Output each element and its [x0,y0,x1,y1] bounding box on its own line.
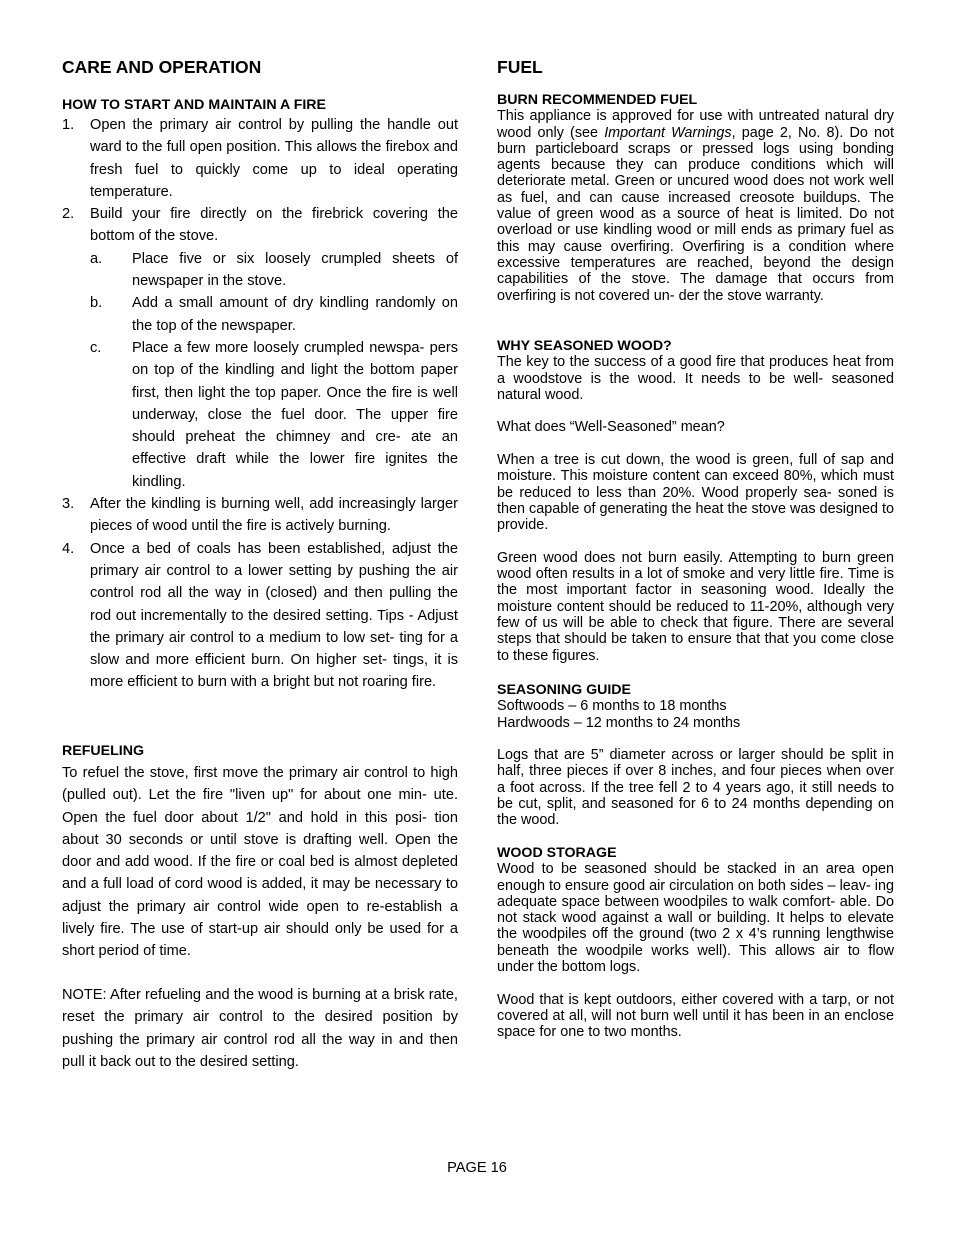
seasoned-paragraph-2: When a tree is cut down, the wood is green, full of sap and moisture. This moisture content can exceed 80%, which must be reduced to less than 20%. Wood properly sea- soned is then capable of generating the heat the stove was designed to provide. [497,452,894,534]
wood-storage-section [497,845,894,1041]
seasoning-guide-section [497,682,894,829]
fire-steps-list-continued [62,493,458,694]
burn-fuel-text-end: , page 2, No. 8). Do not burn particleboard scraps or pressed logs using bonding agents because they can produce conditions which will deteriorate metal. Green or uncured wood does not work well as fuel, and can cause increased creosote buildups. The value of green wood as a source of heat is limited. Do not overload or use kindling wood or mill ends as primary fuel as this may cause overfiring. Overfiring is a condition where excessive temperatures are reached, beyond the design capabilities of the stove. The damage that occurs from overfiring is not covered un- der the stove warranty. [497,124,894,304]
section-title-care: CARE AND OPERATION [62,57,262,77]
important-warnings-reference: Important Warnings [604,124,732,141]
step-number: 1. [62,117,75,133]
list-item [62,203,458,248]
seasoned-wood-section [497,338,894,664]
refueling-text: To refuel the stove, first move the primary air control to high (pulled out). Let the fire "liven up" for about one min- ute. Open the fuel door about 1/2" and hold in this posi- tion about 30 seconds or until stove is drafting well. Open the door and add wood. If the fire or coal bed is almost depleted and a full load of cord wood is added, it may be necessary to adjust the primary air control wide open to re-establish a lively fire. The use of start-up air should only be used for a short period of time. [62,765,458,960]
step-number: 2. [62,206,75,223]
seasoned-wood-heading: WHY SEASONED WOOD? [497,338,672,354]
step-text: After the kindling is burning well, add increasingly larger pieces of wood until the fire is actively burning. [90,496,458,535]
step-number: 3. [62,496,75,513]
substep-letter: b. [90,295,103,312]
seasoned-paragraph-3: Green wood does not burn easily. Attempting to burn green wood often results in a lot of smoke and very little fire. Time is the most important factor in seasoning wood. Ideally the moisture content should be reduced to 11-20%, although very few of us will be able to check that figure. There are several steps that should be taken to ensure that that you come close to these figures. [497,549,894,664]
refueling-note [62,984,458,1073]
burn-fuel-text [497,108,894,304]
fire-section [62,96,458,694]
burn-fuel-heading: BURN RECOMMENDED FUEL [497,92,698,108]
substep-text: Add a small amount of dry kindling randomly on the top of the newspaper. [132,295,458,334]
list-item [62,337,458,493]
page-number: PAGE 16 [447,1160,507,1176]
storage-paragraph-1: Wood to be seasoned should be stacked in an area open enough to ensure good air circulation on both sides – leav- ing adequate space between woodpiles to walk comfort- able. Do not stack wood against a wall or building. It helps to elevate the woodpiles off the ground (two 2 x 4’s running lengthwise beneath the woodpile works well). This allows air to flow under the bottom logs. [497,861,894,976]
substep-letter: a. [90,250,103,267]
fire-steps-list [62,114,458,248]
list-item [62,248,458,293]
fire-substeps-list [62,248,458,493]
section-title-fuel: FUEL [497,57,543,77]
burn-fuel-section [497,92,894,304]
split-logs-paragraph: Logs that are 5” diameter across or larger should be split in half, three pieces if over 8 inches, and four pieces when over a foot across. If the tree fell 2 to 4 years ago, it still needs to be cut, split, and seasoned for 6 to 24 months depending on the wood. [497,747,894,829]
step-number: 4. [62,540,75,557]
refueling-section [62,742,458,963]
wood-storage-heading: WOOD STORAGE [497,845,617,861]
fire-heading: HOW TO START AND MAINTAIN A FIRE [62,97,327,113]
step-text: Once a bed of coals has been established, adjust the primary air control to a lower setting by pushing the air control rod all the way in (closed) and then pulling the rod out incrementally to the desired setting. Tips - Adjust the primary air control to a medium to low set- ting for a slow and more efficient burn. On higher set- tings, it is more efficient to burn with a bright but not roaring fire. [90,540,458,691]
step-text: Build your fire directly on the firebrick covering the bottom of the stove. [90,206,458,245]
refueling-heading: REFUELING [62,743,144,759]
list-item [62,493,458,538]
step-text: Open the primary air control by pulling the handle out ward to the full open position. This allows the firebox and fresh fuel to quickly come up to ideal operating temperature. [90,117,458,200]
seasoned-paragraph-1: The key to the success of a good fire that produces heat from a woodstove is the wood. It needs to be well- seasoned natural wood. [497,354,894,403]
burn-fuel-text-start: This appliance is approved for use with untreated natural dry wood only (see [497,108,894,141]
substep-text: Place five or six loosely crumpled sheets of newspaper in the stove. [132,250,458,290]
list-item [62,538,458,694]
seasoned-question: What does “Well-Seasoned” mean? [497,419,725,436]
storage-paragraph-2: Wood that is kept outdoors, either covered with a tarp, or not covered at all, will not burn well until it has been in an enclose space for one to two months. [497,991,894,1041]
seasoning-guide-heading: SEASONING GUIDE [497,682,632,698]
substep-letter: c. [90,339,102,356]
substep-text: Place a few more loosely crumpled newspa- pers on top of the kindling and light the bottom paper first, then light the top paper. Once the fire is well underway, close the fuel door. The upper fire should preheat the chimney and cre- ate an effective draft while the lower fire ignites the kindling. [132,339,458,490]
softwoods-line: Softwoods – 6 months to 18 months [497,698,727,715]
list-item [62,292,458,337]
list-item [62,114,458,203]
note-text: NOTE: After refueling and the wood is burning at a brisk rate, reset the primary air control to the desired position by pushing the primary air control rod all the way in and then pull it back out to the desired setting. [62,987,458,1070]
hardwoods-line: Hardwoods – 12 months to 24 months [497,714,741,731]
